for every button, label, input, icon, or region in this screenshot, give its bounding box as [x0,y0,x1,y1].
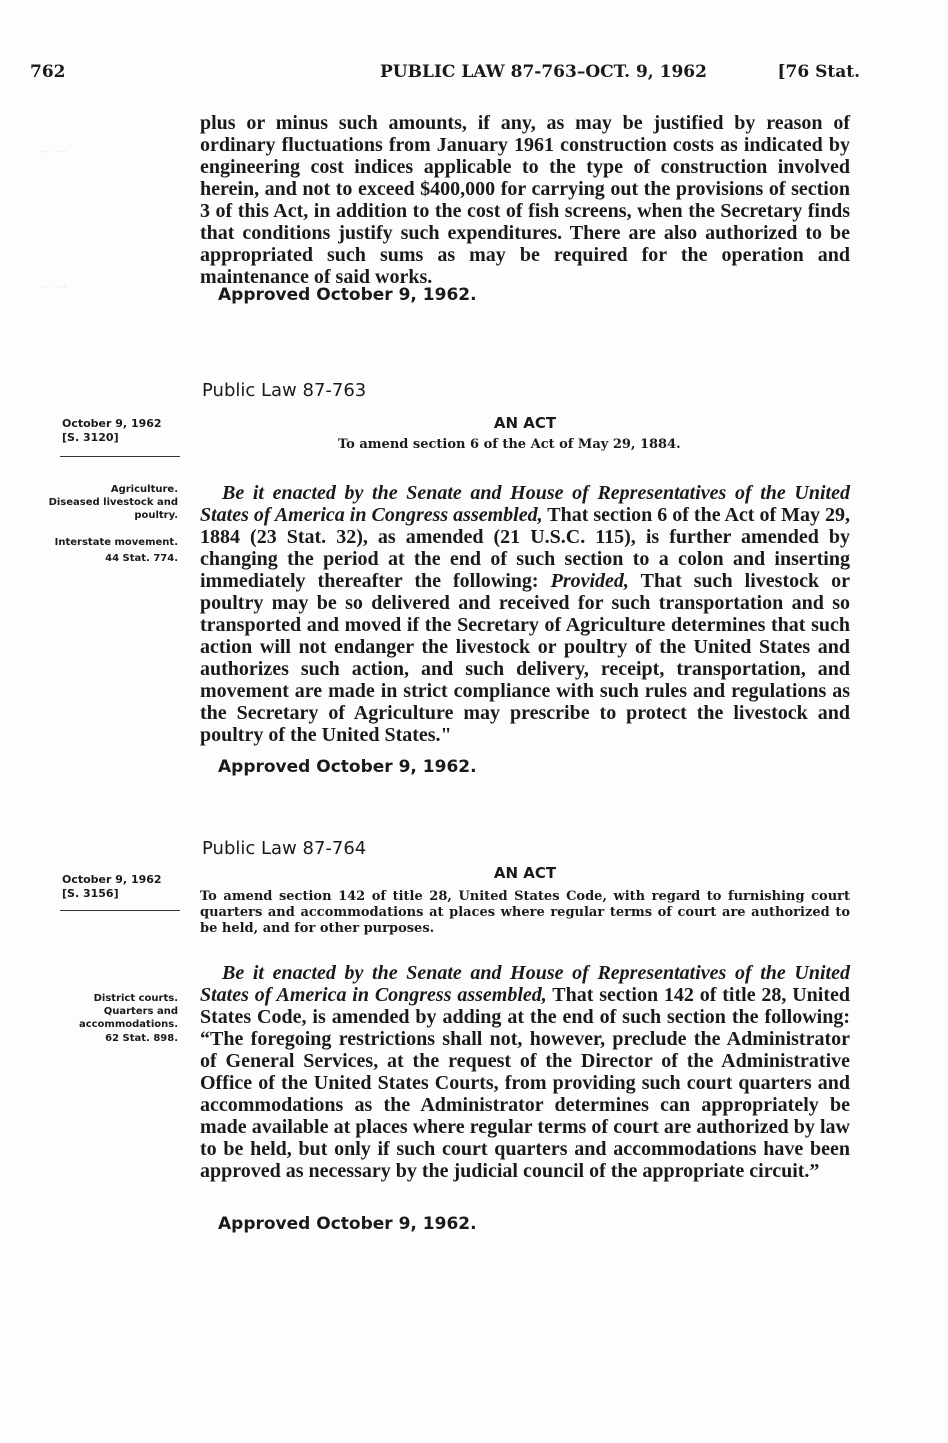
law2-margin-note-0: District courts. [93,993,178,1004]
law1-title: Public Law 87-763 [202,380,367,401]
law1-margin-note-2: Interstate movement. [54,537,178,548]
law1-margin-note-3: 44 Stat. 774. [105,553,178,564]
law1-quote: That such livestock or poultry may be so delivered and received for such transportation and so transported and moved if the Secretary of Agriculture determines that such action will not endanger the livestock or poultry of the United States and authorizes such action, and such delivery, receipt, transportation, and movement are made in strict compliance with such rules and regulations as the Secretary of Agriculture may prescribe to protect the livestock and poultry of the United States." [200,570,851,746]
law2-enacting-clause: Be it enacted by the Senate and House of Representatives of the United States of America in Congress assembled, [200,962,850,1006]
law1-text: That section 6 of the Act of May 29, 1884 (23 Stat. 32), as amended (21 U.S.C. 115), is further amended by changing the period at the end of such section to a colon and inserting immediately thereafter the following: [200,504,851,592]
law2-title: Public Law 87-764 [202,838,367,859]
law1-margin-note-1: Diseased livestock and poultry. [48,497,178,521]
law2-date: October 9, 1962 [62,873,162,886]
law2-an-act: AN ACT [493,864,557,882]
law2-body [200,962,850,1182]
law1-enacting-clause: Be it enacted by the Senate and House of Representatives of the United States of America in Congress assembled, [200,482,850,526]
law1-date: October 9, 1962 [62,417,162,430]
law2-bill: [S. 3156] [62,887,119,900]
continuation-paragraph: plus or minus such amounts, if any, as may be justified by reason of ordinary fluctuations from January 1961 construction costs as indicated by engineering cost indices applicable to the type of construction involved herein, and not to exceed $400,000 for carrying out the provisions of section 3 of this Act, in addition to the cost of fish screens, when the Secretary finds that conditions justify such expenditures. There are also authorized to be appropriated such sums as may be required for the operation and maintenance of said works. [200,112,850,288]
law2-text: That section 142 of title 28, United States Code, is amended by adding at the end of such section the following: “The foregoing restrictions shall not, however, preclude the Administrator of General Services, at the request of the Director of the Administrative Office of the United States Courts, from providing such court quarters and accommodations as the Administrator determines can appropriately be made available at places where regular terms of court are authorized by law to be held, but only if such court quarters and accommodations have been approved as necessary by the judicial council of the appropriate circuit.” [200,984,851,1182]
law2-purpose: To amend section 142 of title 28, United States Code, with regard to furnishing court quarters and accommodations at places where regular terms of court are authorized to be held, and for other purposes. [200,889,850,936]
law1-purpose: To amend section 6 of the Act of May 29, 1884. [338,437,681,452]
page-number: 762 [30,62,66,82]
law2-approved: Approved October 9, 1962. [218,1214,477,1234]
statute-volume: [76 Stat. [777,62,860,82]
law2-margin-note-2: 62 Stat. 898. [105,1033,178,1044]
law2-margin-note-1: Quarters and accommodations. [78,1006,178,1030]
bleed-through-mark: ··· ··· [40,145,67,159]
continuation-approved: Approved October 9, 1962. [218,285,477,305]
law2-date-rule [60,910,180,911]
running-title: PUBLIC LAW 87-763–OCT. 9, 1962 [380,62,707,82]
law1-an-act: AN ACT [493,414,557,432]
law1-approved: Approved October 9, 1962. [218,757,477,777]
law1-margin-note-0: Agriculture. [110,484,178,495]
law1-date-rule [60,456,180,457]
bleed-through-mark: ·· ···· [40,280,67,294]
law1-body [200,482,850,746]
law1-proviso: Provided, [550,570,629,592]
law1-bill: [S. 3120] [62,431,119,444]
page-header [30,62,860,90]
